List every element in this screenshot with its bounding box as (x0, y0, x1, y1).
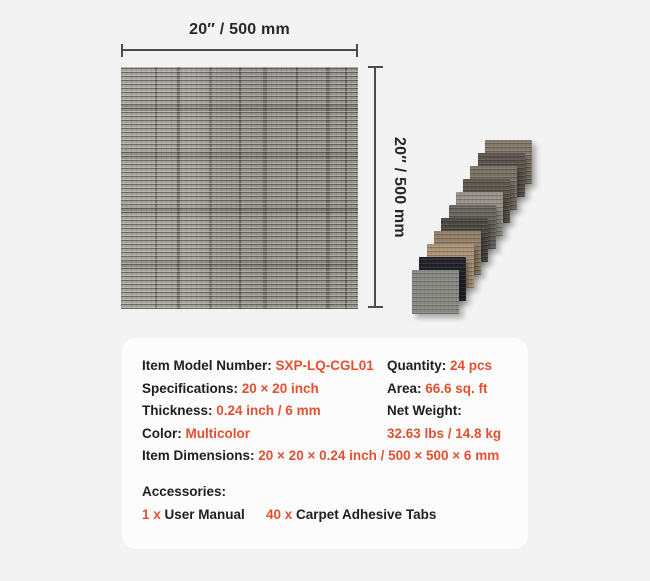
spec-label: Specifications: (142, 380, 242, 396)
spec-label: Thickness: (142, 403, 217, 419)
tile-swatch-gray (412, 270, 459, 314)
height-dimension-label: 20″ / 500 mm (391, 136, 408, 238)
height-dimension-line (368, 66, 383, 308)
spec-value: 24 pcs (450, 358, 493, 373)
accessory-item-adhesive-tabs (266, 504, 436, 527)
accessory-qty: 40 x (266, 506, 293, 522)
accessory-item-user-manual (142, 504, 266, 527)
spec-row-color (142, 423, 387, 446)
spec-row-net-weight-label (387, 400, 510, 423)
spec-row-item-dimensions (142, 445, 510, 468)
spec-row-area (387, 378, 510, 401)
spec-row-quantity (387, 355, 510, 378)
spec-value: 0.24 inch / 6 mm (216, 403, 321, 419)
spec-value: 20 × 20 × 0.24 inch / 500 × 500 × 6 mm (258, 448, 500, 464)
accessories-section (142, 481, 510, 526)
dimension-tick-right (356, 44, 358, 57)
spec-label: Item Model Number: (142, 358, 276, 373)
carpet-tile-photo (121, 67, 358, 309)
spec-value: Multicolor (185, 425, 250, 441)
spec-value: 66.6 sq. ft (425, 380, 488, 396)
dimension-line-vertical (374, 66, 376, 308)
accessory-qty: 1 x (142, 506, 161, 522)
spec-row-specifications (142, 378, 387, 401)
spec-label: Area: (387, 380, 426, 396)
spec-label: Color: (142, 425, 186, 441)
dimension-tick-bottom (368, 306, 383, 308)
spec-row-net-weight-value (387, 423, 510, 446)
accessory-name: Carpet Adhesive Tabs (292, 506, 437, 522)
width-dimension-line (121, 44, 358, 57)
spec-label: Item Dimensions: (142, 448, 259, 464)
spec-value: 32.63 lbs / 14.8 kg (387, 425, 502, 441)
spec-label: Quantity: (387, 358, 450, 373)
width-dimension-label: 20″ / 500 mm (189, 21, 290, 38)
accessories-heading: Accessories: (142, 483, 227, 499)
spec-label: Net Weight: (387, 403, 462, 419)
accessory-name: User Manual (160, 506, 245, 522)
spec-value: SXP-LQ-CGL01 (275, 358, 374, 373)
dimension-line-horizontal (121, 49, 358, 51)
spec-panel (122, 338, 528, 549)
spec-value: 20 × 20 inch (241, 380, 319, 396)
spec-row-thickness (142, 400, 387, 423)
spec-row-model (142, 355, 387, 378)
